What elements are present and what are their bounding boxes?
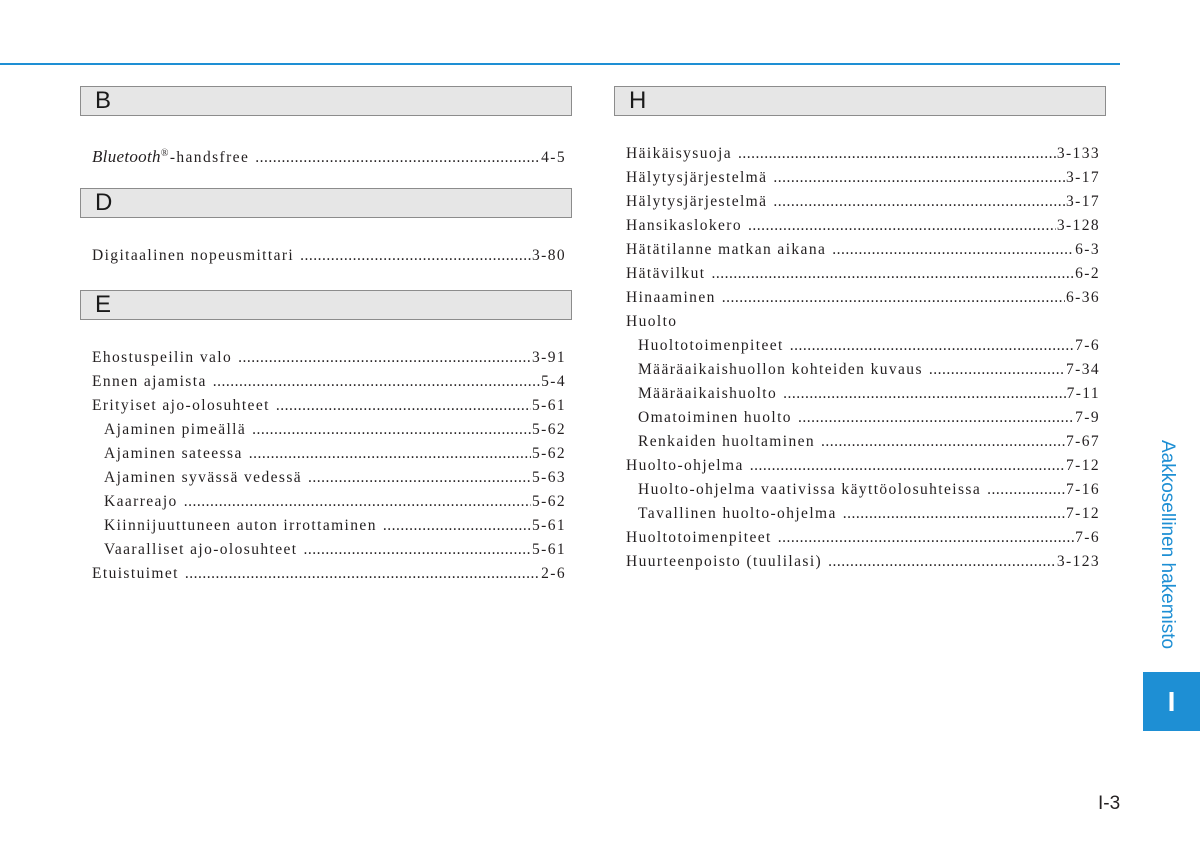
entry-label-rest: -handsfree <box>169 149 250 167</box>
page-ref: 7-67 <box>1065 433 1100 450</box>
leader-dots <box>750 454 1065 478</box>
index-subentry[interactable] <box>80 466 572 490</box>
entry-label: Ajaminen pimeällä <box>104 421 247 438</box>
registered-mark: ® <box>160 148 170 159</box>
page-ref: 7-12 <box>1065 457 1100 474</box>
leader-dots <box>748 214 1056 238</box>
entry-label: Kiinnijuuttuneen auton irrottaminen <box>104 517 377 534</box>
entry-label: Kaarreajo <box>104 493 178 510</box>
index-subentry[interactable] <box>80 490 572 514</box>
leader-dots <box>828 550 1056 574</box>
page-ref: 7-6 <box>1075 337 1100 354</box>
leader-dots <box>821 430 1065 454</box>
page-ref: 3-123 <box>1056 553 1100 570</box>
leader-dots <box>252 418 531 442</box>
leader-dots <box>238 346 531 370</box>
page-ref: 5-61 <box>531 397 566 414</box>
page-number: I-3 <box>1098 793 1121 814</box>
leader-dots <box>304 538 531 562</box>
entry-label: Hinaaminen <box>626 289 716 306</box>
entry-label: Ennen ajamista <box>92 373 207 390</box>
leader-dots <box>213 370 540 394</box>
leader-dots <box>308 466 531 490</box>
index-entry[interactable] <box>614 286 1106 310</box>
page-ref: 3-17 <box>1065 169 1100 186</box>
page-ref: 3-80 <box>531 247 566 264</box>
leader-dots <box>778 526 1074 550</box>
index-subentry[interactable] <box>614 358 1106 382</box>
index-entry[interactable] <box>80 370 572 394</box>
entry-label-italic: Bluetooth <box>92 147 161 167</box>
index-entry[interactable] <box>80 244 572 268</box>
page-ref: 5-62 <box>531 445 566 462</box>
index-subentry[interactable] <box>614 502 1106 526</box>
leader-dots <box>255 146 540 170</box>
page-ref: 5-63 <box>531 469 566 486</box>
entry-label: Määräaikaishuollon kohteiden kuvaus <box>638 361 923 378</box>
page-ref: 5-62 <box>531 493 566 510</box>
entry-label: Ehostuspeilin valo <box>92 349 233 366</box>
index-column-left <box>80 86 572 608</box>
index-subentry[interactable] <box>614 382 1106 406</box>
index-entry-group[interactable] <box>614 310 1106 334</box>
page-ref: 7-16 <box>1065 481 1100 498</box>
section-header-h: H <box>614 86 1106 116</box>
entry-label: Hälytysjärjestelmä <box>626 169 768 186</box>
entry-label: Huolto <box>626 313 678 330</box>
leader-dots <box>276 394 531 418</box>
index-entry[interactable] <box>614 526 1106 550</box>
index-subentry[interactable] <box>614 478 1106 502</box>
section-h-entries <box>614 142 1106 574</box>
section-d-entries <box>80 244 572 268</box>
section-header-e: E <box>80 290 572 320</box>
entry-label: Tavallinen huolto-ohjelma <box>638 505 837 522</box>
page-ref: 3-128 <box>1056 217 1100 234</box>
leader-dots <box>249 442 531 466</box>
entry-label: Omatoiminen huolto <box>638 409 792 426</box>
leader-dots <box>929 358 1065 382</box>
page-ref: 3-133 <box>1056 145 1100 162</box>
leader-dots <box>798 406 1074 430</box>
leader-dots <box>383 514 531 538</box>
page-ref: 5-61 <box>531 517 566 534</box>
entry-label: Huolto-ohjelma vaativissa käyttöolosuhteissa <box>638 481 982 498</box>
entry-label: Renkaiden huoltaminen <box>638 433 816 450</box>
index-entry[interactable] <box>80 394 572 418</box>
index-entry[interactable] <box>614 262 1106 286</box>
entry-label: Huolto-ohjelma <box>626 457 744 474</box>
leader-dots <box>184 490 531 514</box>
side-label-text: Aakkosellinen hakemisto <box>1157 440 1178 650</box>
page-ref: 7-9 <box>1075 409 1100 426</box>
page-ref: 4-5 <box>541 149 566 167</box>
index-entry[interactable] <box>614 454 1106 478</box>
entry-label: Häikäisysuoja <box>626 145 733 162</box>
page-ref: 5-61 <box>531 541 566 558</box>
entry-label: Hätävilkut <box>626 265 706 282</box>
index-subentry[interactable] <box>614 430 1106 454</box>
entry-label: Hätätilanne matkan aikana <box>626 241 827 258</box>
page-ref: 5-62 <box>531 421 566 438</box>
section-e-entries <box>80 346 572 586</box>
section-b-entries <box>80 142 572 166</box>
top-accent-rule <box>0 63 1120 65</box>
section-header-d: D <box>80 188 572 218</box>
section-header-b: B <box>80 86 572 116</box>
page-ref: 7-12 <box>1065 505 1100 522</box>
index-subentry[interactable] <box>80 514 572 538</box>
page-ref: 7-34 <box>1065 361 1100 378</box>
entry-label: Hansikaslokero <box>626 217 743 234</box>
index-subentry[interactable] <box>614 406 1106 430</box>
index-subentry[interactable] <box>614 334 1106 358</box>
entry-label: Erityiset ajo-olosuhteet <box>92 397 270 414</box>
leader-dots <box>987 478 1065 502</box>
page-ref: 6-2 <box>1075 265 1100 282</box>
entry-label: Huoltotoimenpiteet <box>638 337 784 354</box>
index-entry[interactable] <box>614 550 1106 574</box>
entry-label: Etuistuimet <box>92 565 179 582</box>
entry-label: Huoltotoimenpiteet <box>626 529 772 546</box>
leader-dots <box>300 244 531 268</box>
leader-dots <box>711 262 1074 286</box>
entry-label: Ajaminen syvässä vedessä <box>104 469 303 486</box>
entry-label: Vaaralliset ajo-olosuhteet <box>104 541 298 558</box>
leader-dots <box>738 142 1056 166</box>
index-subentry[interactable] <box>80 442 572 466</box>
index-entry[interactable] <box>614 238 1106 262</box>
leader-dots <box>185 562 540 586</box>
leader-dots <box>773 166 1065 190</box>
entry-label: Määräaikaishuolto <box>638 385 778 402</box>
index-entry[interactable] <box>614 190 1106 214</box>
index-entry[interactable] <box>80 142 572 166</box>
index-entry[interactable] <box>614 166 1106 190</box>
leader-dots <box>722 286 1065 310</box>
page-ref: 6-3 <box>1075 241 1100 258</box>
entry-label <box>92 142 249 170</box>
leader-dots <box>790 334 1074 358</box>
index-entry[interactable] <box>614 142 1106 166</box>
leader-dots <box>832 238 1074 262</box>
section-side-label <box>1152 440 1182 668</box>
page-ref: 3-91 <box>531 349 566 366</box>
entry-label: Hälytysjärjestelmä <box>626 193 768 210</box>
index-column-right <box>614 86 1106 596</box>
entry-label: Digitaalinen nopeusmittari <box>92 247 295 264</box>
index-entry[interactable] <box>614 214 1106 238</box>
index-entry[interactable] <box>80 562 572 586</box>
section-tab-i[interactable]: I <box>1143 672 1200 731</box>
entry-label: Ajaminen sateessa <box>104 445 243 462</box>
leader-dots <box>783 382 1065 406</box>
page-ref: 6-36 <box>1065 289 1100 306</box>
leader-dots <box>773 190 1065 214</box>
page-ref: 7-11 <box>1066 385 1100 402</box>
index-entry[interactable] <box>80 346 572 370</box>
page-ref: 3-17 <box>1065 193 1100 210</box>
page-ref: 7-6 <box>1075 529 1100 546</box>
page-ref: 2-6 <box>541 565 566 582</box>
page-ref: 5-4 <box>541 373 566 390</box>
leader-dots <box>843 502 1065 526</box>
index-subentry[interactable] <box>80 418 572 442</box>
index-subentry[interactable] <box>80 538 572 562</box>
entry-label: Huurteenpoisto (tuulilasi) <box>626 553 823 570</box>
